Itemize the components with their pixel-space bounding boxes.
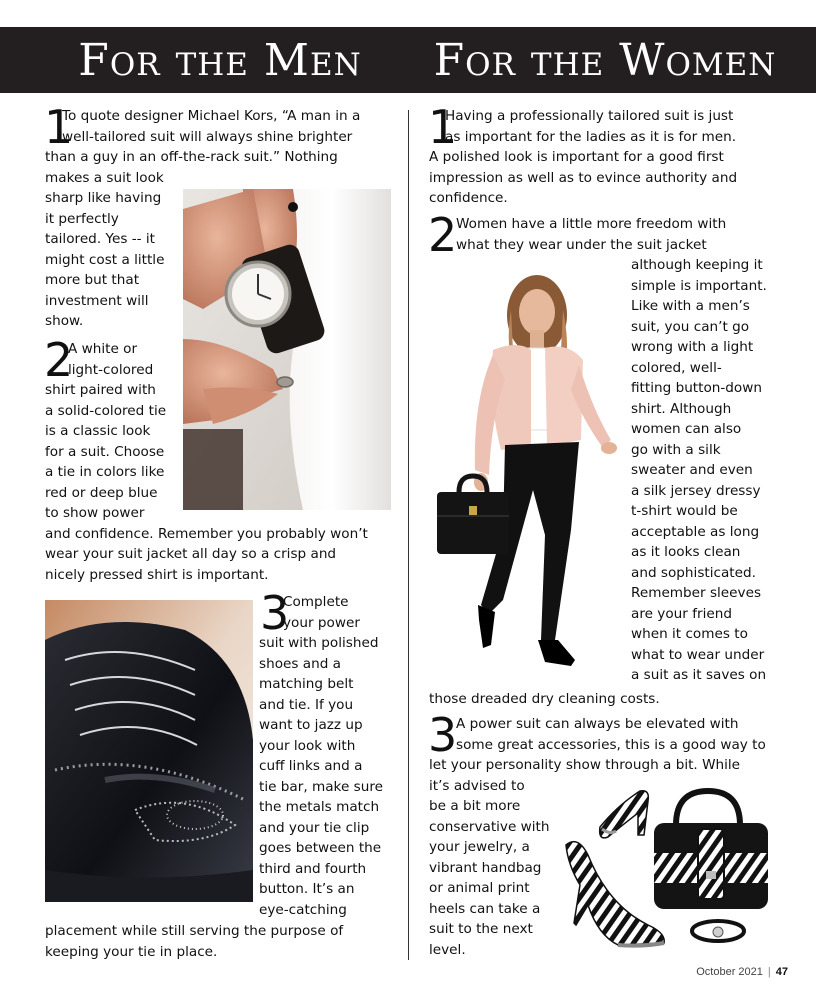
issue-date: October 2021: [696, 966, 763, 978]
businesswoman-photo: [433, 270, 623, 685]
women-p3-dropcap: 3: [428, 708, 458, 762]
men-p2-dropcap: 2: [44, 333, 74, 387]
women-p2-dropcap: 2: [428, 208, 458, 262]
men-p1-text-b: than a guy in an off-the-rack suit.” Nothing makes a suit look sharp like having it perfectly tailored. Yes -- it might cost a little more but that investment will show.: [45, 149, 338, 329]
accessories-photo: [558, 785, 778, 955]
women-p3-text-a: A power suit can always be elevated with some great accessories, this is a good way to: [456, 716, 766, 753]
women-p2-text-c: those dreaded dry cleaning costs.: [429, 691, 660, 707]
men-p3-text-a: Complete your power: [283, 594, 360, 631]
women-p2-text-a: Women have a little more freedom with what they wear under the suit jacket: [456, 216, 727, 253]
women-p2-text-b: although keeping it simple is important. Like with a men’s suit, you can’t go wrong with a light colored, well- fitting button-down shirt. Although women can also go with a silk sweater and even a silk jersey dressy t-shirt would be acceptable as long as it looks clean and sophisticated. Remember sleeves are your friend when it comes to what to wear under a suit as it saves on: [631, 257, 767, 683]
men-p2-text-b: shirt paired with a solid-colored tie is a classic look for a suit. Choose a tie in colors like red or deep blue to show power and confidence. Remember you probably won’t wear your suit jacket all day so a crisp and nicely pressed shirt is important.: [45, 382, 368, 583]
polished-shoe-photo: [45, 600, 253, 902]
women-section-title: For the Women: [433, 35, 777, 86]
page-footer: [696, 966, 788, 978]
column-divider: [408, 110, 409, 960]
men-p3-text-c: placement while still serving the purpose of keeping your tie in place.: [45, 923, 344, 960]
men-p1-dropcap: 1: [44, 100, 74, 154]
men-p2-text-a: A white or light-colored: [68, 341, 154, 378]
women-p1-text-b: A polished look is important for a good first impression as well as to evince authority and confidence.: [429, 149, 738, 206]
women-p3-text-b: let your personality show through a bit. While it’s advised to be a bit more conservative with your jewelry, a vibrant handbag or animal print heels can take a suit to the next level.: [429, 757, 741, 958]
men-p3-text-b: suit with polished shoes and a matching belt and tie. If you want to jazz up your look with cuff links and a tie bar, make sure the metals match and your tie clip goes between the third and fourth button. It’s an eye-catching: [259, 635, 383, 918]
men-p1-text-a: To quote designer Michael Kors, “A man in a well-tailored suit will always shine brighter: [62, 108, 361, 145]
men-p3-dropcap: 3: [260, 586, 290, 640]
men-section-title: For the Men: [78, 35, 362, 86]
footer-separator: |: [767, 966, 771, 978]
page-number: 47: [775, 966, 788, 978]
women-p1-text-a: Having a professionally tailored suit is just as important for the ladies as it is for men.: [445, 108, 737, 145]
women-p1-dropcap: 1: [428, 100, 458, 154]
